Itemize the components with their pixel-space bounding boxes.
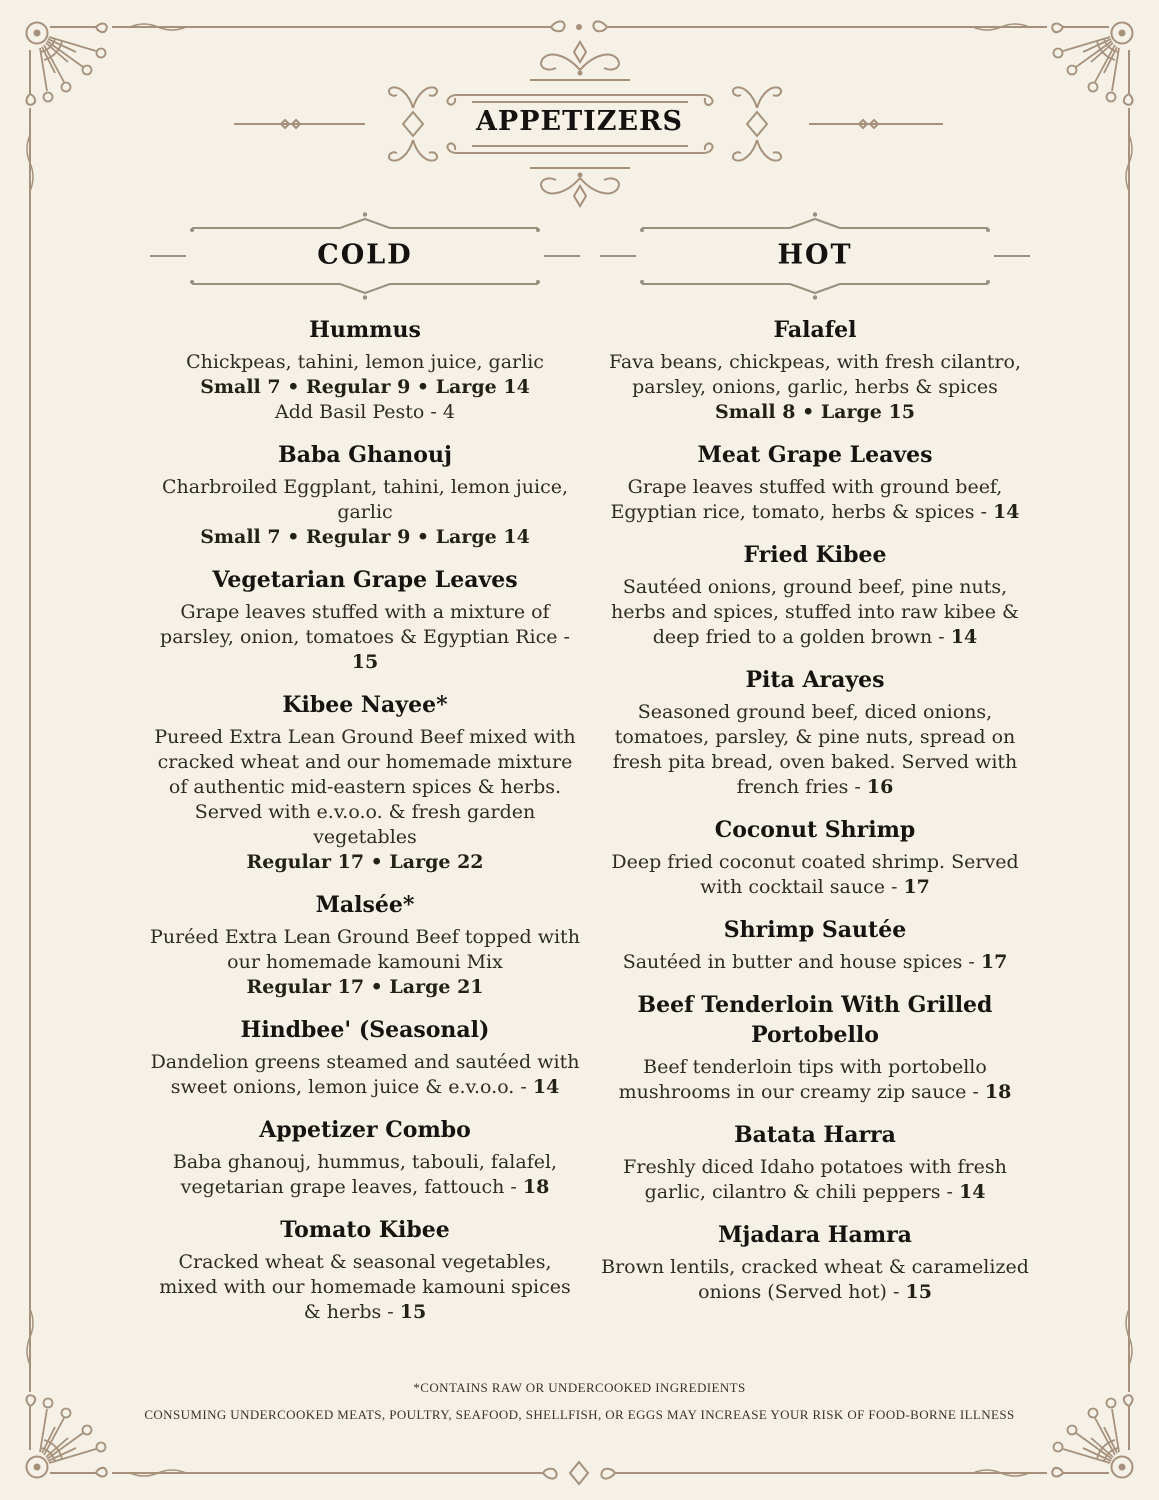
item-name: Appetizer Combo [259, 1117, 471, 1143]
item-name: Mjadara Hamra [718, 1222, 912, 1248]
menu-item-hindbee [150, 1015, 580, 1100]
item-description-text: Deep fried coconut coated shrimp. Served with cocktail sauce - [611, 851, 1019, 898]
menu-item-batata-harra [600, 1120, 1030, 1205]
footnote-food-borne-illness: CONSUMING UNDERCOOKED MEATS, POULTRY, SEAFOOD, SHELLFISH, OR EGGS MAY INCREASE YOUR RISK OF FOOD-BORNE ILLNESS [144, 1407, 1015, 1422]
item-price: 14 [532, 1076, 560, 1098]
item-name: Shrimp Sautée [723, 917, 907, 943]
item-name: Vegetarian Grape Leaves [212, 567, 518, 593]
menu-item-mjadara-hamra [600, 1220, 1030, 1305]
item-price: 17 [980, 951, 1008, 973]
item-price: 15 [399, 1301, 427, 1323]
item-name: Malsée* [315, 892, 415, 918]
item-price: 18 [522, 1176, 550, 1198]
item-description [600, 1155, 1030, 1205]
cold-heading [150, 212, 580, 300]
item-name: Falafel [773, 317, 857, 343]
item-price: 18 [984, 1081, 1012, 1103]
item-name: Meat Grape Leaves [697, 442, 933, 468]
item-description: Pureed Extra Lean Ground Beef mixed with cracked wheat and our homemade mixture of authentic mid-eastern spices & herbs. Served with e.v.o.o. & fresh garden vegetables [154, 726, 576, 848]
hot-section [600, 212, 1030, 1325]
menu-item-shrimp-sautee [600, 915, 1030, 975]
item-name: Hindbee' (Seasonal) [240, 1017, 490, 1043]
item-name: Beef Tenderloin With Grilled Portobello [637, 992, 993, 1048]
item-description: Puréed Extra Lean Ground Beef topped with our homemade kamouni Mix [150, 926, 580, 973]
item-name: Coconut Shrimp [714, 817, 916, 843]
menu-item-beef-tenderloin [600, 990, 1030, 1105]
menu-item-appetizer-combo [150, 1115, 580, 1200]
item-description [600, 1055, 1030, 1105]
hot-heading [600, 212, 1030, 300]
item-price: 14 [950, 626, 978, 648]
menu-item-kibee-nayee [150, 690, 580, 875]
item-description [600, 850, 1030, 900]
menu-columns [150, 212, 1030, 1325]
item-name: Tomato Kibee [280, 1217, 450, 1243]
item-description [150, 600, 580, 675]
item-description [600, 575, 1030, 650]
item-description-text: Baba ghanouj, hummus, tabouli, falafel, vegetarian grape leaves, fattouch - [172, 1151, 558, 1198]
menu-item-fried-kibee [600, 540, 1030, 650]
item-description-text: Beef tenderloin tips with portobello mushrooms in our creamy zip sauce - [618, 1056, 987, 1103]
cold-section [150, 212, 580, 1325]
item-description: Charbroiled Eggplant, tahini, lemon juice, garlic [161, 476, 569, 523]
item-price: 14 [958, 1181, 986, 1203]
item-description [600, 1255, 1030, 1305]
item-description: Chickpeas, tahini, lemon juice, garlic [186, 351, 544, 373]
menu-item-falafel [600, 315, 1030, 425]
page-title: APPETIZERS [475, 106, 684, 137]
item-price: 15 [351, 651, 379, 673]
item-price: 17 [903, 876, 930, 898]
item-prices: Regular 17 • Large 22 [246, 851, 484, 873]
item-name: Fried Kibee [743, 542, 887, 568]
menu-item-hummus [150, 315, 580, 425]
menu-item-coconut-shrimp [600, 815, 1030, 900]
menu-item-meat-grape-leaves [600, 440, 1030, 525]
item-description-text: Sautéed onions, ground beef, pine nuts, herbs and spices, stuffed into raw kibee & deep fried to a golden brown - [611, 576, 1019, 648]
item-description-text: Freshly diced Idaho potatoes with fresh garlic, cilantro & chili peppers - [623, 1156, 1007, 1203]
item-description-text: Grape leaves stuffed with ground beef, Egyptian rice, tomato, herbs & spices - [610, 476, 1003, 523]
item-prices: Small 7 • Regular 9 • Large 14 [200, 526, 530, 548]
item-description [600, 950, 1030, 975]
item-description [150, 1050, 580, 1100]
item-description [150, 1150, 580, 1200]
item-price: 15 [905, 1281, 932, 1303]
menu-item-tomato-kibee [150, 1215, 580, 1325]
item-prices: Small 7 • Regular 9 • Large 14 [200, 376, 530, 398]
menu-item-baba-ghanouj [150, 440, 580, 550]
item-description [600, 700, 1030, 800]
item-description-text: Dandelion greens steamed and sautéed with sweet onions, lemon juice & e.v.o.o. - [150, 1051, 580, 1098]
menu-item-malsee [150, 890, 580, 1000]
item-description-text: Seasoned ground beef, diced onions, tomatoes, parsley, & pine nuts, spread on fresh pita bread, oven baked. Served with french fries - [612, 701, 1018, 798]
column-title-hot: HOT [777, 239, 853, 271]
menu-item-pita-arayes [600, 665, 1030, 800]
item-name: Hummus [309, 317, 421, 343]
column-title-cold: COLD [317, 239, 413, 271]
footnote-raw-ingredients: *CONTAINS RAW OR UNDERCOOKED INGREDIENTS [413, 1380, 746, 1395]
item-name: Kibee Nayee* [282, 692, 448, 718]
item-description: Fava beans, chickpeas, with fresh cilantro, parsley, onions, garlic, herbs & spices [609, 351, 1021, 398]
item-description [600, 475, 1030, 525]
item-prices: Small 8 • Large 15 [715, 401, 915, 423]
item-note: Add Basil Pesto - 4 [275, 401, 455, 423]
item-price: 14 [993, 501, 1020, 523]
item-price: 16 [866, 776, 894, 798]
item-name: Baba Ghanouj [278, 442, 452, 468]
item-prices: Regular 17 • Large 21 [246, 976, 484, 998]
item-description-text: Cracked wheat & seasonal vegetables, mixed with our homemade kamouni spices & herbs - [159, 1251, 571, 1323]
item-name: Pita Arayes [745, 667, 885, 693]
menu-item-vegetarian-grape-leaves [150, 565, 580, 675]
item-description-text: Sautéed in butter and house spices - [622, 951, 975, 973]
item-name: Batata Harra [734, 1122, 896, 1148]
item-description-text: Brown lentils, cracked wheat & caramelized onions (Served hot) - [601, 1256, 1029, 1303]
item-description-text: Grape leaves stuffed with a mixture of parsley, onion, tomatoes & Egyptian Rice - [160, 601, 570, 648]
item-description [150, 1250, 580, 1325]
